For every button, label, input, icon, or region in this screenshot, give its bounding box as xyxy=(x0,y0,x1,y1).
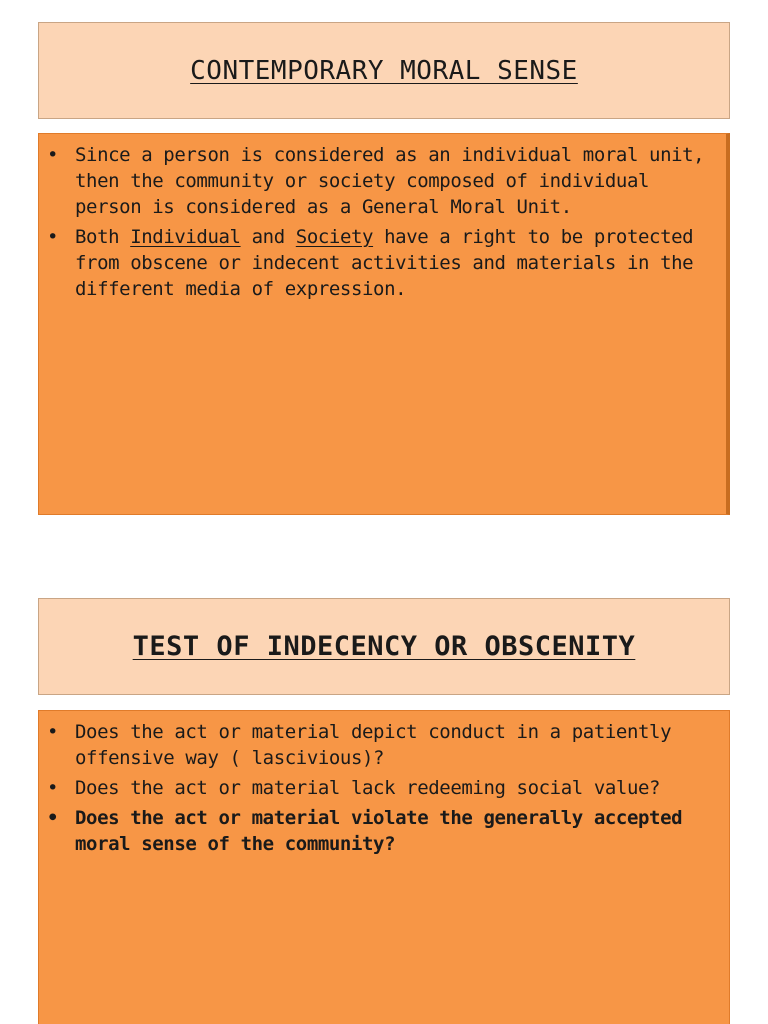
slide1-bullet-2 xyxy=(47,224,716,302)
slide2-bullet-3 xyxy=(47,805,719,857)
underlined-term-society: Society xyxy=(295,226,374,248)
slide1-title-box xyxy=(38,22,730,119)
slide1-bullet-1-text: Since a person is considered as an individual moral unit, then the community or society composed of individual person is considered as a General Moral Unit. xyxy=(75,144,705,218)
underlined-term-individual: Individual xyxy=(130,226,241,248)
bullet-icon: • xyxy=(47,144,59,166)
slide2-content-box xyxy=(38,710,730,1024)
slide1-bullet-2-middle: and xyxy=(240,226,296,248)
slide2-title-box xyxy=(38,598,730,695)
slide2-bullet-2-text: Does the act or material lack redeeming social value? xyxy=(75,777,661,799)
slide2-bullet-3-text: Does the act or material violate the generally accepted moral sense of the community? xyxy=(75,807,683,855)
slide1-bullet-2-prefix: Both xyxy=(75,226,131,248)
slide1-content-box xyxy=(38,133,730,515)
slide2-bullet-1-text: Does the act or material depict conduct in a patiently offensive way ( lascivious)? xyxy=(75,721,672,769)
slide2-bullet-list xyxy=(39,711,729,857)
slide2-bullet-1 xyxy=(47,719,719,771)
bullet-icon: • xyxy=(47,721,59,743)
slide1-bullet-list xyxy=(39,134,726,302)
slide2-bullet-2 xyxy=(47,775,719,801)
bullet-icon: • xyxy=(47,226,59,248)
slide2-title: TEST OF INDECENCY OR OBSCENITY xyxy=(132,631,636,662)
slide1-title: CONTEMPORARY MORAL SENSE xyxy=(190,55,578,86)
slide1-bullet-2-suffix: have a right to be protected from obscene or indecent activities and materials in the different media of expression. xyxy=(75,226,694,300)
bullet-icon: • xyxy=(47,777,59,799)
slide1-bullet-1 xyxy=(47,142,716,220)
bullet-icon: • xyxy=(47,807,59,829)
